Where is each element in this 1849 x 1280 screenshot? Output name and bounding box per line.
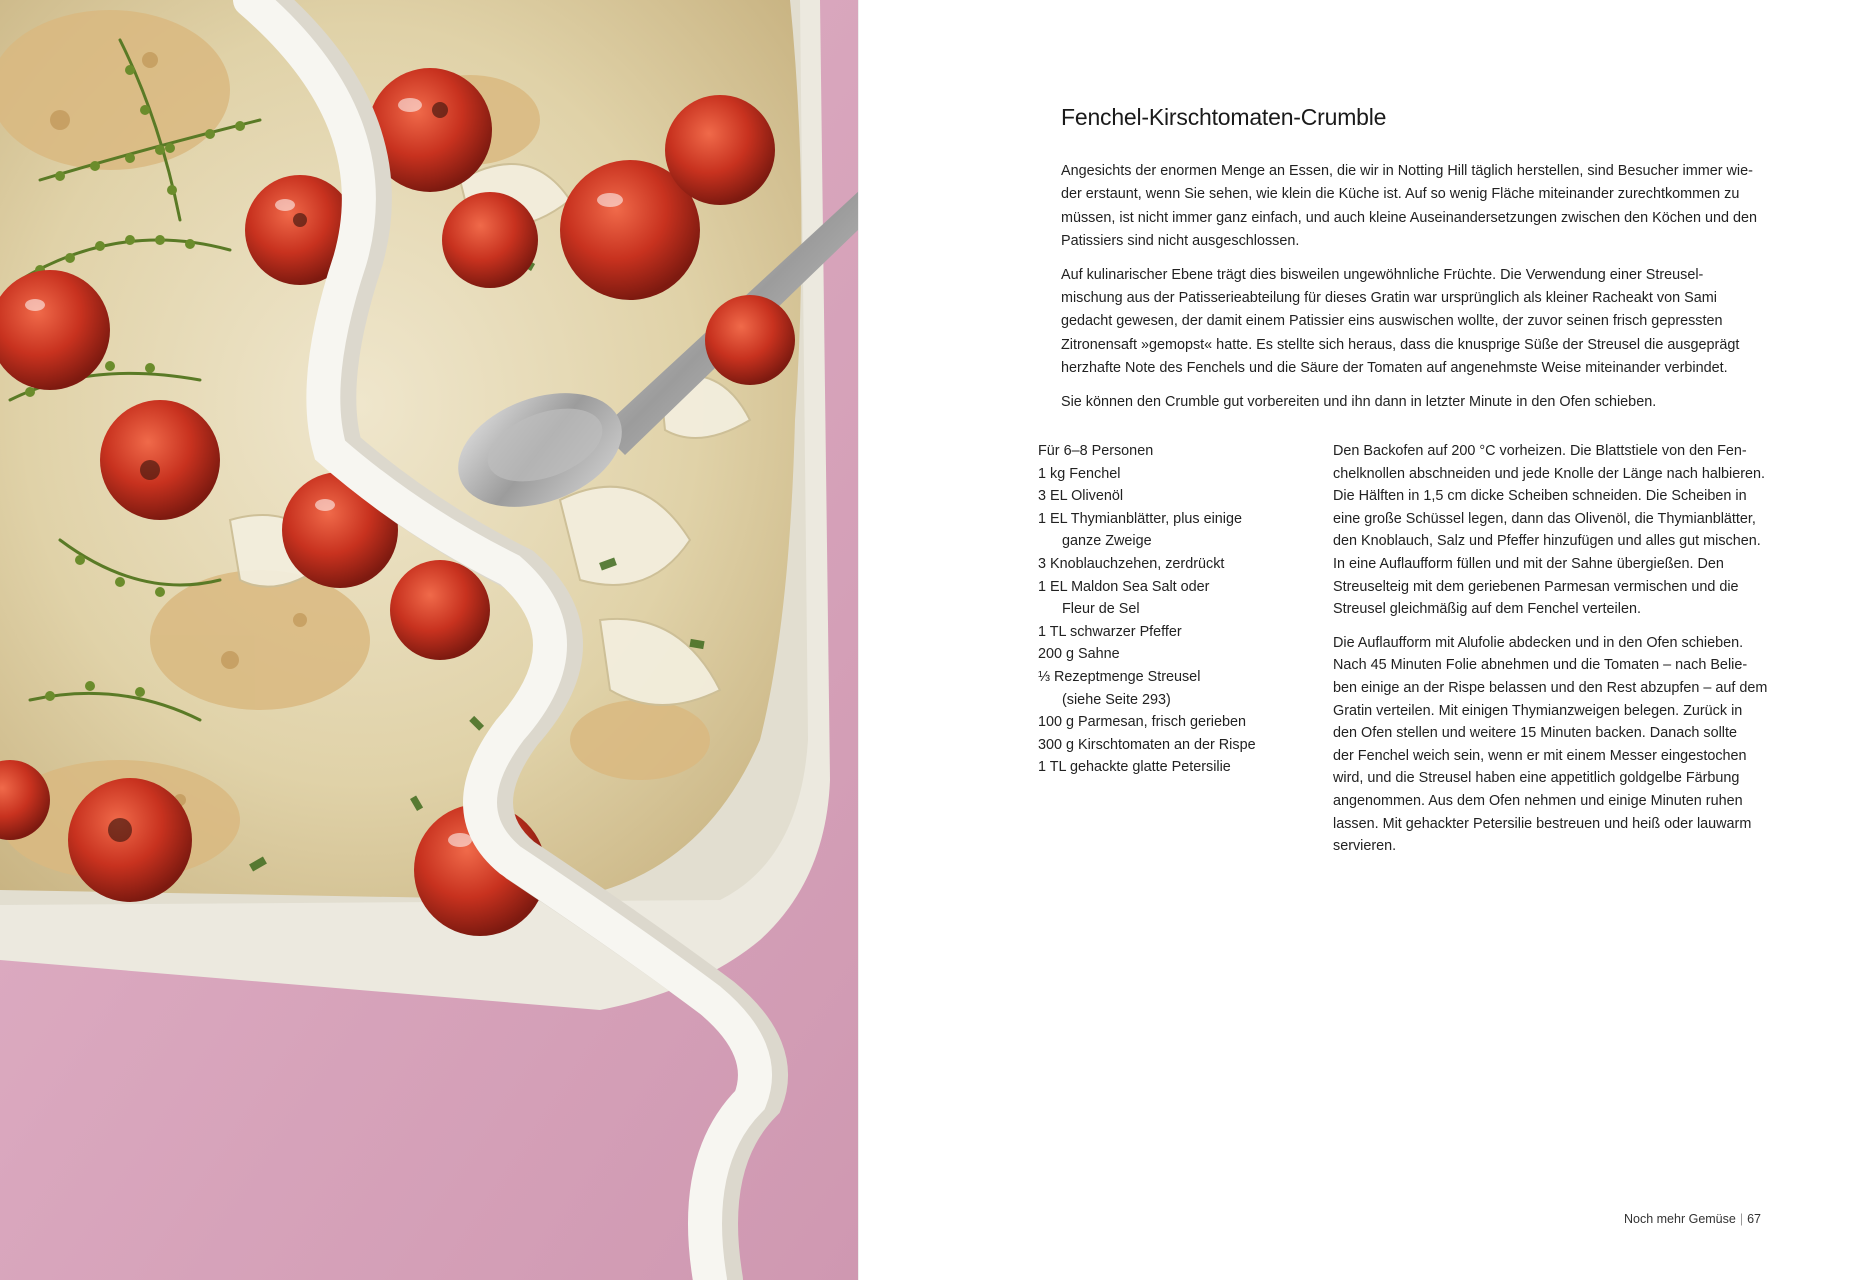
ingredient-item: 1 TL gehackte glatte Petersilie: [1038, 759, 1231, 776]
page-gutter: [858, 0, 859, 1280]
method-line: Streuselteig mit dem geriebenen Parmesan vermischen und die: [1333, 578, 1739, 595]
recipe-title: Fenchel-Kirschtomaten-Crumble: [1061, 104, 1387, 130]
method-line: Nach 45 Minuten Folie abnehmen und die Tomaten – nach Belie-: [1333, 657, 1748, 674]
intro-line: Zitronensaft »gemopst« hatte. Es stellte sich heraus, dass die knusprige Süße der Streusel die ausgeprägt: [1061, 336, 1740, 353]
intro-line: mischung aus der Patisserieabteilung für dieses Gratin war ursprünglich als kleiner Racheakt von Sami: [1061, 290, 1717, 307]
method-line: In eine Auflaufform füllen und mit der Sahne übergießen. Den: [1333, 555, 1724, 572]
page-number: 67: [1747, 1212, 1761, 1226]
method-line: Die Auflaufform mit Alufolie abdecken und in den Ofen schieben.: [1333, 634, 1744, 651]
recipe-photo: [0, 0, 858, 1280]
ingredient-item: 1 TL schwarzer Pfeffer: [1038, 623, 1182, 640]
method-line: wird, und die Streusel haben eine appetitlich goldgelbe Färbung: [1333, 770, 1740, 787]
method-paragraph: [1333, 440, 1766, 621]
ingredient-item: ⅓ Rezeptmenge Streusel: [1038, 668, 1201, 685]
method-line: Gratin verteilen. Mit einigen Thymianzweigen belegen. Zurück in: [1333, 702, 1743, 719]
ingredient-item: ganze Zweige: [1062, 533, 1152, 550]
page-footer: [1624, 1212, 1761, 1226]
intro-paragraph: [1061, 264, 1761, 381]
ingredient-item: 1 kg Fenchel: [1038, 465, 1121, 482]
ingredient-item: (siehe Seite 293): [1062, 691, 1171, 708]
intro-line: Patissiers sind nicht ausgeschlossen.: [1061, 233, 1300, 250]
method-line: servieren.: [1333, 838, 1397, 855]
intro-paragraph: [1061, 160, 1761, 254]
ingredient-item: Fleur de Sel: [1062, 601, 1140, 618]
method-line: Streusel gleichmäßig auf dem Fenchel verteilen.: [1333, 601, 1641, 618]
method-line: chelknollen abschneiden und jede Knolle der Länge nach halbieren.: [1333, 465, 1766, 482]
ingredient-item: Für 6–8 Personen: [1038, 443, 1154, 459]
method-text: [1333, 440, 1768, 869]
ingredient-item: 3 Knoblauchzehen, zerdrückt: [1038, 555, 1225, 572]
intro-line: der erstaunt, wenn Sie sehen, wie klein die Küche ist. Auf so wenig Fläche miteinander zurechtkommen zu: [1061, 186, 1740, 203]
method-line: ben einige an der Rispe belassen und den Rest abzupfen – auf dem: [1333, 679, 1768, 696]
ingredient-item: 300 g Kirschtomaten an der Rispe: [1038, 736, 1256, 753]
method-line: Den Backofen auf 200 °C vorheizen. Die Blattstiele von den Fen-: [1333, 443, 1747, 459]
ingredient-item: 100 g Parmesan, frisch gerieben: [1038, 714, 1246, 731]
method-line: angenommen. Aus dem Ofen nehmen und einige Minuten ruhen: [1333, 792, 1743, 809]
method-line: eine große Schüssel legen, dann das Olivenöl, die Thymianblätter,: [1333, 510, 1756, 527]
intro-line: Angesichts der enormen Menge an Essen, die wir in Notting Hill täglich herstellen, sind Besucher immer wie-: [1061, 163, 1753, 179]
ingredient-item: 200 g Sahne: [1038, 646, 1120, 663]
intro-line: Auf kulinarischer Ebene trägt dies bisweilen ungewöhnliche Früchte. Die Verwendung einer Streusel-: [1061, 266, 1704, 283]
intro-line: gedacht gewesen, der damit einem Patissier eins auswischen wollte, der zuvor seinen frisch gepressten: [1061, 313, 1723, 330]
folio-separator: |: [1739, 1212, 1744, 1226]
intro-line: müssen, ist nicht immer ganz einfach, und auch kleine Auseinandersetzungen zwischen den Köchen und den: [1061, 209, 1757, 226]
intro-line: herzhafte Note des Fenchels und die Säure der Tomaten auf angenehmste Weise miteinander verbindet.: [1061, 360, 1728, 377]
method-line: den Ofen stellen und weitere 15 Minuten backen. Danach sollte: [1333, 725, 1737, 742]
method-line: den Knoblauch, Salz und Pfeffer hinzufügen und alles gut mischen.: [1333, 533, 1761, 550]
ingredient-item: 3 EL Olivenöl: [1038, 488, 1124, 505]
gratin-photo-illustration: [0, 0, 858, 1280]
ingredient-list: [1038, 440, 1318, 779]
method-line: der Fenchel weich sein, wenn er mit einem Messer eingestochen: [1333, 747, 1747, 764]
ingredient-item: 1 EL Thymianblätter, plus einige: [1038, 510, 1242, 527]
method-line: lassen. Mit gehackter Petersilie bestreuen und heiß oder lauwarm: [1333, 815, 1752, 832]
section-name: Noch mehr Gemüse: [1623, 1212, 1736, 1226]
recipe-intro: [1061, 160, 1761, 424]
ingredient-item: 1 EL Maldon Sea Salt oder: [1038, 578, 1210, 595]
method-paragraph: [1333, 632, 1768, 858]
intro-paragraph: [1061, 391, 1761, 414]
method-line: Die Hälften in 1,5 cm dicke Scheiben schneiden. Die Scheiben in: [1333, 488, 1747, 505]
intro-line: Sie können den Crumble gut vorbereiten und ihn dann in letzter Minute in den Ofen schieben.: [1061, 393, 1657, 410]
